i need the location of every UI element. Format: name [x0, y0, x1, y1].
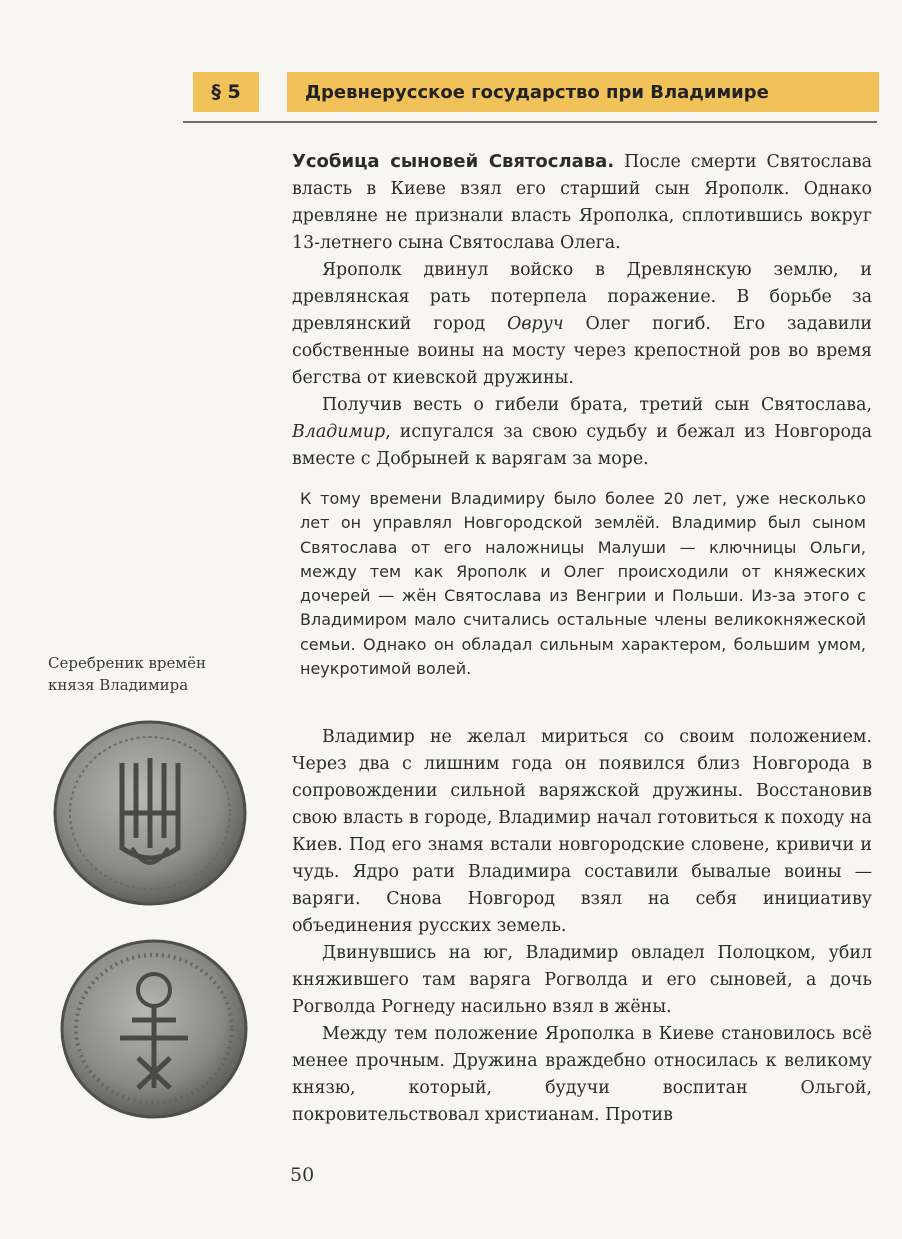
main-text-block-1 [292, 148, 872, 473]
paragraph-2-text-b: Олег погиб. Его задавили собственные воины на мосту через крепостной ров во время бегства от киевской дружины. [292, 314, 872, 388]
paragraph-6: Между тем положение Ярополка в Киеве становилось всё менее прочным. Дружина враждебно относилась к великому князю, который, будучи воспитан Ольгой, покровительствовал христианам. Против [292, 1024, 872, 1125]
paragraph-1 [292, 148, 872, 257]
coin-caption: Серебреник времён князя Владимира [48, 654, 206, 694]
paragraph-5: Двинувшись на юг, Владимир овладел Полоцком, убил княжившего там варяга Рогволда и его сыновей, а дочь Рогволда Рогнеду насильно взял в жёны. [292, 943, 872, 1017]
header-divider [183, 121, 877, 123]
coin-image-reverse [58, 938, 250, 1120]
paragraph-2 [292, 257, 872, 392]
paragraph-2-text-a: Ярополк двинул войско в Древлянскую землю, и древлянская рать потерпела поражение. В борьбе за древлянский город [292, 260, 872, 334]
page-number: 50 [290, 1164, 315, 1186]
chapter-title-text: Древнерусское государство при Владимире [305, 81, 769, 103]
inset-text: К тому времени Владимиру было более 20 лет, уже несколько лет он управлял Новгородской землёй. Владимир был сыном Святослава от его наложницы Малуши — ключницы Ольги, между тем как Ярополк и Олег происходили от княжеских дочерей — жён Святослава из Венгрии и Польши. Из-за этого с Владимиром мало считались остальные члены великокняжеской семьи. Однако он обладал сильным характером, большим умом, неукротимой волей. [300, 489, 866, 679]
paragraph-1-text: После смерти Святослава власть в Киеве взял его старший сын Ярополк. Однако древляне не признали власть Ярополка, сплотившись вокруг 13-летнего сына Святослава Олега. [292, 152, 872, 253]
paragraph-3-text-b: , испугался за свою судьбу и бежал из Новгорода вместе с Добрыней к варягам за море. [292, 422, 872, 469]
term-ovruch: Овруч [507, 314, 564, 334]
section-subheading: Усобица сыновей Святослава. [292, 151, 615, 172]
section-number-badge: § 5 [193, 72, 259, 112]
paragraph-3 [292, 392, 872, 473]
main-text-block-2 [292, 724, 872, 1129]
paragraph-3-text-a: Получив весть о гибели брата, третий сын Святослава, [322, 395, 872, 415]
chapter-title [287, 72, 879, 112]
term-vladimir: Владимир [292, 422, 386, 442]
paragraph-4: Владимир не желал мириться со своим положением. Через два с лишним года он появился близ Новгорода в сопровождении сильной варяжской дружины. Восстановив свою власть в городе, Владимир начал готовиться к походу на Киев. Под его знамя встали новгородские словене, кривичи и чудь. Ядро рати Владимира составили бывалые воины — варяги. Снова Новгород взял на себя инициативу объединения русских земель. [292, 727, 872, 936]
coin-image-obverse [52, 718, 248, 908]
